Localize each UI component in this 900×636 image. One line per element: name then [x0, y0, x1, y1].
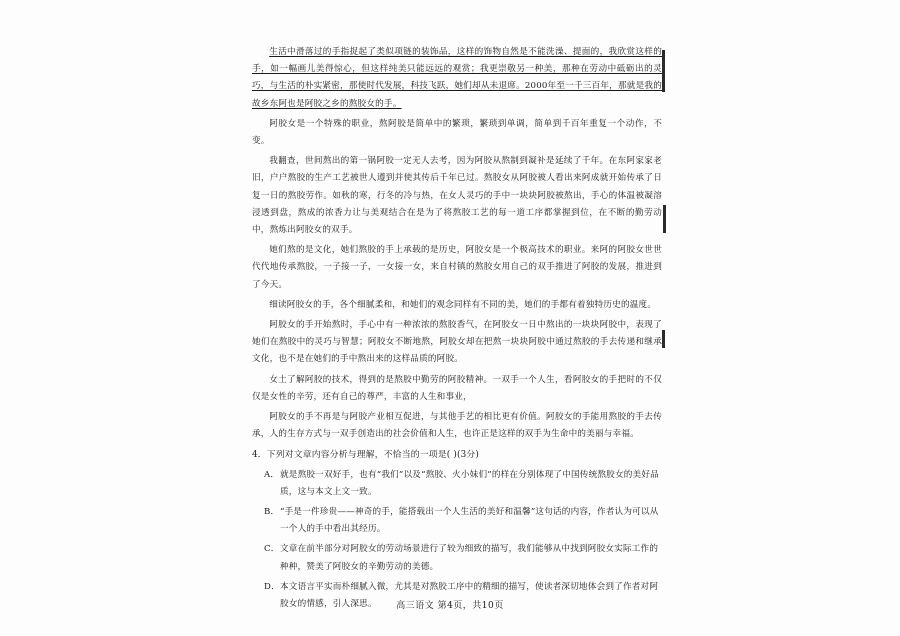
question-stem: 4．下列对文章内容分析与理解，不恰当的一项是( )(3分)	[252, 450, 480, 461]
option-c	[252, 541, 662, 575]
paragraph: 阿胶女的手开始熬时，手心中有一种浓浓的熬胶香气，在阿胶女一日中熬出的一块块阿胶中，表现了她们在熬胶中的灵巧与智慧；阿胶女不断地熬，阿胶女却在把熬一块块阿胶中通过熬胶的手去传递和继承文化，也不是在她们的手中熬出来的这样品质的阿胶。	[252, 320, 662, 365]
paragraph: 我翻查，世间熬出的第一锅阿胶一定无人去考，因为阿胶从熬制到凝补是延续了千年。在东阿家家老旧，户户熬胶的生产工艺被世人遵到并使其传后千年已过。熬胶女从阿胶被人看出来阿成就开始传承了日复一日的熬胶劳作。如秋的寒，行冬的冷与热，在女人灵巧的手中一块块阿胶被熬出，手心的体温被凝溶浸透到盘，熬成的浓香力让与美观结合在是为了将熬胶工艺的每一道工序都掌握到位，在不断的勤劳动中，熬炼出阿胶女的双手。	[252, 156, 662, 236]
question-4	[252, 447, 662, 613]
option-text: 本文语言平实而朴细腻入微，尤其是对熬胶工序中的精细的描写，使读者深切地体会到了作者对阿胶女的情感，引人深思。	[280, 581, 659, 610]
paragraph: 她们熬的是文化，她们熬胶的手上承载的是历史，阿胶女是一个极高技术的职业。来阿的阿胶女世世代代地传承熬胶，一子接一子，一女接一女，来自村镇的熬胶女用自己的双手推进了阿胶的发展，推进到了今天。	[252, 245, 662, 290]
page-content	[252, 44, 662, 616]
paragraph: 阿胶女的手不再是与阿胶产业相互促进，与其他手艺的相比更有价值。阿胶女的手能用熬胶的手去传承，人的生存方式与一双手创造出的社会价值和人生，也许正是这样的双手为生命中的美丽与幸福。	[252, 412, 662, 440]
scan-edge-mark	[663, 205, 666, 233]
option-text: 文章在前半部分对阿胶女的劳动场景进行了较为细致的描写，我们能够从中找到阿胶女实际工作的种种，赞美了阿胶女的辛勤劳动的美德。	[280, 544, 659, 572]
paragraph: 女土了解阿胶的技术，得到的是熬胶中勤劳的阿胶精神。一双手一个人生，看阿胶女的手把时的不仅仅是女性的辛劳，还有自己的尊严，丰富的人生和事业，	[252, 374, 662, 402]
option-letter: B．	[264, 507, 280, 518]
option-letter: D．	[264, 581, 280, 592]
option-b	[252, 504, 662, 538]
paragraph: 生活中滑落过的手指捉起了类似项链的装饰品，这样的饰物自然是不能洗澡、提面的，我欣赏这样的手，如一幅画儿美得惊心，但这样纯美只能远远的观赏；我更崇敬另一种美，那种在劳动中砥砺出的灵巧，与生活的朴实紧密，那使时代发展，科技飞跃，她们却从未退席。2000年至一千三百年，那就是我的故乡东阿也是阿胶之乡的熬胶女的手。	[252, 47, 662, 109]
paragraph: 阿胶女是一个特殊的职业，熬阿胶是简单中的繁琐，繁琐到单调，简单到千百年重复一个动作，不变。	[252, 118, 662, 147]
scan-edge-mark	[662, 330, 665, 348]
option-text: 就是熬胶一双好手，也有“我们”以及“熬胶、火小妹们”的样在分别体现了中国传统熬胶女的美好品质，这与本文上文一致。	[280, 469, 659, 497]
option-a	[252, 467, 662, 501]
option-letter: A．	[264, 469, 280, 480]
scan-edge-mark	[662, 50, 665, 92]
page-footer: 高三语文 第4页，共10页	[396, 601, 504, 611]
paragraph: 细读阿胶女的手，各个细腻柔和，和她们的观念同样有不同的美，她们的手都有着独特历史的温度。	[269, 299, 657, 310]
option-text: “手是一件珍贵——神奇的手，能搭载出一个人生活的美好和温馨”这句话的内容，作者认为可以从一个人的手中看出其经历。	[280, 507, 659, 535]
option-letter: C．	[264, 544, 280, 555]
